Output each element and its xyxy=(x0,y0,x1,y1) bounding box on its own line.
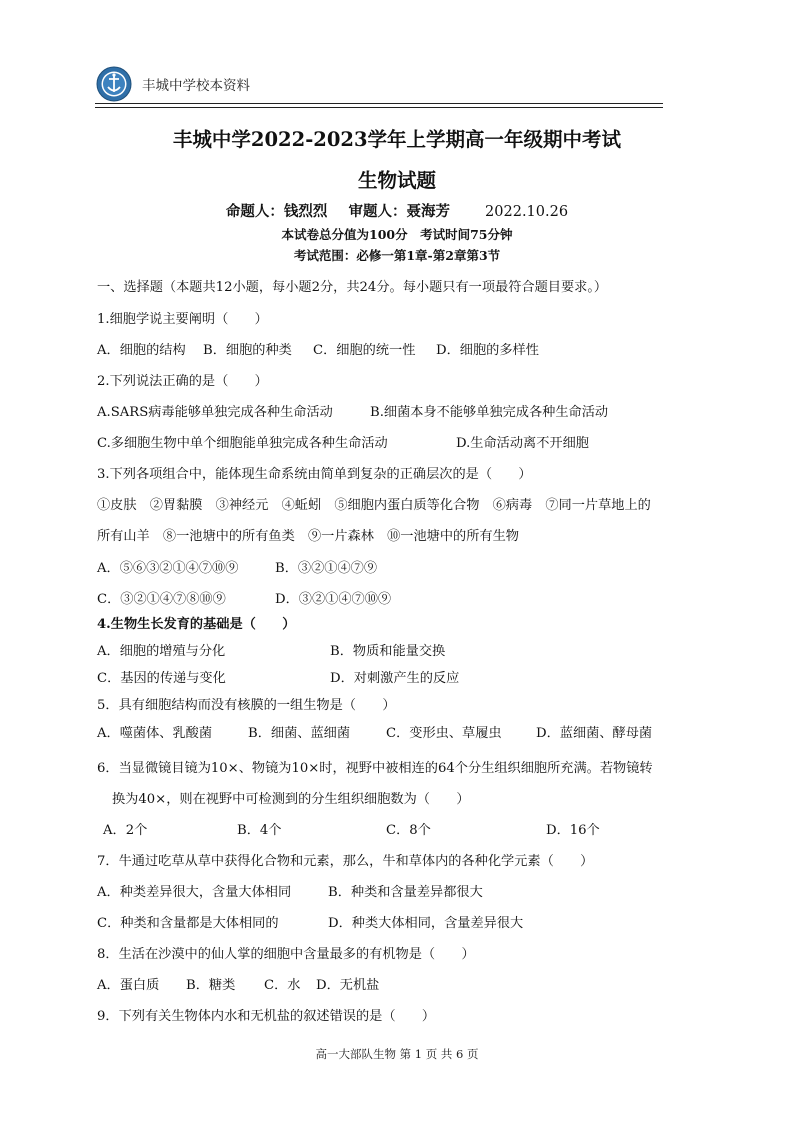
q2-option-d: D.生命活动离不开细胞 xyxy=(456,436,589,451)
exam-title: 丰城中学2022-2023学年上学期高一年级期中考试 xyxy=(172,128,622,151)
q4-option-a: A．细胞的增殖与分化 xyxy=(97,644,226,659)
q4-option-b: B．物质和能量交换 xyxy=(330,644,446,659)
q2-stem: 2.下列说法正确的是（ ） xyxy=(97,374,268,389)
q2-option-c: C.多细胞生物中单个细胞能单独完成各种生命活动 xyxy=(97,436,388,451)
q5-option-a: A．噬菌体、乳酸菌 xyxy=(97,726,213,741)
q1-option-d: D．细胞的多样性 xyxy=(436,343,539,358)
exam-scope: 考试范围：必修一第1章-第2章第3节 xyxy=(293,248,501,263)
q5-stem: 5．具有细胞结构而没有核膜的一组生物是（ ） xyxy=(97,698,396,713)
q6-option-a: A．2个 xyxy=(103,823,148,838)
author-line xyxy=(0,200,794,221)
q4-option-c: C．基因的传递与变化 xyxy=(97,671,226,686)
q7-option-c: C．种类和含量都是大体相同的 xyxy=(97,916,279,931)
school-name: 丰城中学校本资料 xyxy=(142,78,250,94)
header-rule-bottom xyxy=(95,107,663,108)
q7-option-b: B．种类和含量差异都很大 xyxy=(328,885,483,900)
q6-stem-line1: 6．当显微镜目镜为10×、物镜为10×时，视野中被相连的64个分生组织细胞所充满。若物镜转 xyxy=(97,761,653,776)
q7-stem: 7．牛通过吃草从草中获得化合物和元素，那么，牛和草体内的各种化学元素（ ） xyxy=(97,854,594,869)
q5-option-d: D．蓝细菌、酵母菌 xyxy=(536,726,653,741)
q3-option-a: A．⑤⑥③②①④⑦⑩⑨ xyxy=(97,561,239,576)
subject-title: 生物试题 xyxy=(357,169,436,192)
q3-option-c: C．③②①④⑦⑧⑩⑨ xyxy=(97,592,226,607)
q2-option-b: B.细菌本身不能够单独完成各种生命活动 xyxy=(370,405,609,420)
q1-option-b: B．细胞的种类 xyxy=(203,343,292,358)
q7-option-d: D．种类大体相同，含量差异很大 xyxy=(328,916,524,931)
q6-option-c: C．8个 xyxy=(386,823,431,838)
q3-stem: 3.下列各项组合中，能体现生命系统由简单到复杂的正确层次的是（ ） xyxy=(97,467,532,482)
q8-stem: 8．生活在沙漠中的仙人掌的细胞中含量最多的有机物是（ ） xyxy=(97,947,475,962)
q3-option-d: D．③②①④⑦⑩⑨ xyxy=(275,592,392,607)
reviewer: 审题人：聂海芳 xyxy=(348,203,450,220)
exam-date: 2022.10.26 xyxy=(485,204,569,220)
q6-option-b: B．4个 xyxy=(237,823,282,838)
q5-option-b: B．细菌、蓝细菌 xyxy=(248,726,351,741)
q8-option-b: B．糖类 xyxy=(186,978,236,993)
header-rule-top xyxy=(95,103,663,104)
q6-stem-line2: 换为40×，则在视野中可检测到的分生组织细胞数为（ ） xyxy=(112,792,470,807)
exam-info: 本试卷总分值为100分 考试时间75分钟 xyxy=(281,227,513,242)
q8-option-a: A．蛋白质 xyxy=(97,978,160,993)
q2-option-a: A.SARS病毒能够单独完成各种生命活动 xyxy=(97,405,333,420)
school-logo xyxy=(96,66,132,102)
setter: 命题人：钱烈烈 xyxy=(225,203,328,220)
page-footer: 高一大部队生物 第 1 页 共 6 页 xyxy=(315,1047,479,1061)
q6-option-d: D．16个 xyxy=(546,823,600,838)
q8-option-d: D．无机盐 xyxy=(316,978,380,993)
q8-option-c: C．水 xyxy=(264,978,301,993)
q9-stem: 9．下列有关生物体内水和无机盐的叙述错误的是（ ） xyxy=(97,1009,436,1024)
q4-stem: 4.生物生长发育的基础是（ ） xyxy=(97,617,296,632)
q3-items-line2: 所有山羊 ⑧一池塘中的所有鱼类 ⑨一片森林 ⑩一池塘中的所有生物 xyxy=(97,529,519,544)
q3-option-b: B．③②①④⑦⑨ xyxy=(275,561,378,576)
section-heading: 一、选择题（本题共12小题，每小题2分，共24分。每小题只有一项最符合题目要求。） xyxy=(97,280,608,295)
q4-option-d: D．对刺激产生的反应 xyxy=(330,671,460,686)
q1-option-a: A．细胞的结构 xyxy=(97,343,186,358)
q3-items-line1: ①皮肤 ②胃黏膜 ③神经元 ④蚯蚓 ⑤细胞内蛋白质等化合物 ⑥病毒 ⑦同一片草地上的 xyxy=(97,498,651,513)
q7-option-a: A．种类差异很大，含量大体相同 xyxy=(97,885,292,900)
q1-stem: 1.细胞学说主要阐明（ ） xyxy=(97,312,268,327)
q1-option-c: C．细胞的统一性 xyxy=(313,343,416,358)
q5-option-c: C．变形虫、草履虫 xyxy=(386,726,502,741)
